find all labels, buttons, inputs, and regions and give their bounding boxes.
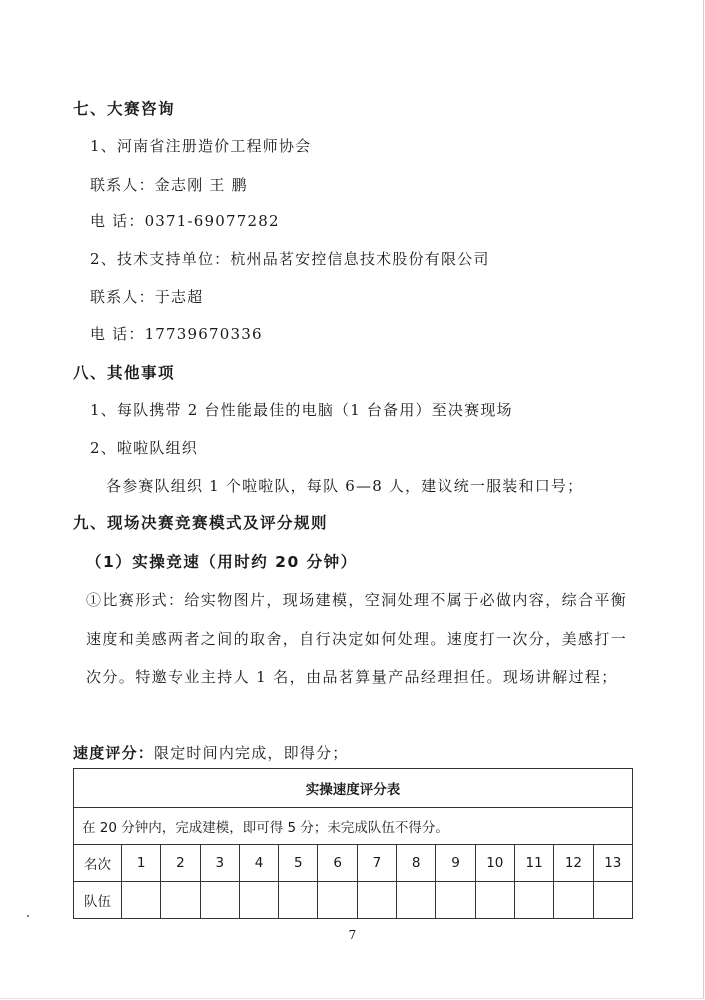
speed-score-table bbox=[73, 768, 633, 919]
page-number: 7 bbox=[348, 928, 357, 942]
section-9-paragraph-line-1: ①比赛形式：给实物图片，现场建模，空洞处理不属于必做内容，综合平衡 bbox=[86, 591, 628, 609]
section-7-item-2: 2、技术支持单位：杭州品茗安控信息技术股份有限公司 bbox=[90, 250, 490, 268]
team-cell bbox=[397, 882, 436, 919]
team-cell bbox=[475, 882, 514, 919]
rank-cell: 8 bbox=[397, 845, 436, 882]
team-cell bbox=[279, 882, 318, 919]
rank-cell: 4 bbox=[239, 845, 278, 882]
rank-cell: 11 bbox=[514, 845, 553, 882]
section-9-paragraph-line-2: 速度和美感两者之间的取舍，自行决定如何处理。速度打一次分，美感打一 bbox=[86, 630, 628, 648]
section-8-heading: 八、其他事项 bbox=[73, 364, 176, 382]
team-cell bbox=[239, 882, 278, 919]
rank-cell: 2 bbox=[161, 845, 200, 882]
section-7-phone-1: 电 话：0371-69077282 bbox=[90, 212, 280, 230]
rank-cell: 10 bbox=[475, 845, 514, 882]
table-rule: 在 20 分钟内，完成建模，即可得 5 分；未完成队伍不得分。 bbox=[74, 808, 633, 845]
section-9-heading: 九、现场决赛竞赛模式及评分规则 bbox=[73, 514, 329, 532]
section-8-item-2: 2、啦啦队组织 bbox=[90, 439, 198, 457]
speed-scoring-label: 速度评分： bbox=[73, 744, 155, 762]
rank-cell: 7 bbox=[357, 845, 396, 882]
section-7-heading: 七、大赛咨询 bbox=[73, 100, 176, 118]
rank-cell: 1 bbox=[122, 845, 161, 882]
team-cell bbox=[436, 882, 475, 919]
section-8-item-1: 1、每队携带 2 台性能最佳的电脑（1 台备用）至决赛现场 bbox=[90, 401, 513, 419]
team-cell bbox=[593, 882, 632, 919]
table-title: 实操速度评分表 bbox=[74, 769, 633, 808]
team-cell bbox=[554, 882, 593, 919]
rank-cell: 13 bbox=[593, 845, 632, 882]
section-7-item-1: 1、河南省注册造价工程师协会 bbox=[90, 137, 312, 155]
section-7-contact-1: 联系人：金志刚 王 鹏 bbox=[90, 176, 248, 194]
table-title-row bbox=[74, 769, 633, 808]
table-team-row bbox=[74, 882, 633, 919]
team-cell bbox=[357, 882, 396, 919]
rank-cell: 5 bbox=[279, 845, 318, 882]
speed-scoring-text: 限定时间内完成，即得分； bbox=[154, 744, 349, 762]
team-cell bbox=[318, 882, 357, 919]
rank-cell: 12 bbox=[554, 845, 593, 882]
scan-speck bbox=[27, 915, 29, 917]
team-cell bbox=[200, 882, 239, 919]
section-7-contact-2: 联系人：于志超 bbox=[90, 288, 204, 306]
section-9-subheading: （1）实操竞速（用时约 20 分钟） bbox=[86, 553, 358, 571]
section-8-item-2-detail: 各参赛队组织 1 个啦啦队，每队 6—8 人，建议统一服装和口号； bbox=[106, 477, 584, 495]
table-rule-row bbox=[74, 808, 633, 845]
team-cell bbox=[514, 882, 553, 919]
team-label: 队伍 bbox=[74, 882, 122, 919]
team-cell bbox=[122, 882, 161, 919]
rank-label: 名次 bbox=[74, 845, 122, 882]
team-cell bbox=[161, 882, 200, 919]
speed-scoring-line bbox=[73, 743, 348, 763]
table-rank-row bbox=[74, 845, 633, 882]
rank-cell: 9 bbox=[436, 845, 475, 882]
section-9-paragraph-line-3: 次分。特邀专业主持人 1 名，由品茗算量产品经理担任。现场讲解过程； bbox=[86, 668, 618, 686]
rank-cell: 3 bbox=[200, 845, 239, 882]
rank-cell: 6 bbox=[318, 845, 357, 882]
section-7-phone-2: 电 话：17739670336 bbox=[90, 325, 263, 343]
